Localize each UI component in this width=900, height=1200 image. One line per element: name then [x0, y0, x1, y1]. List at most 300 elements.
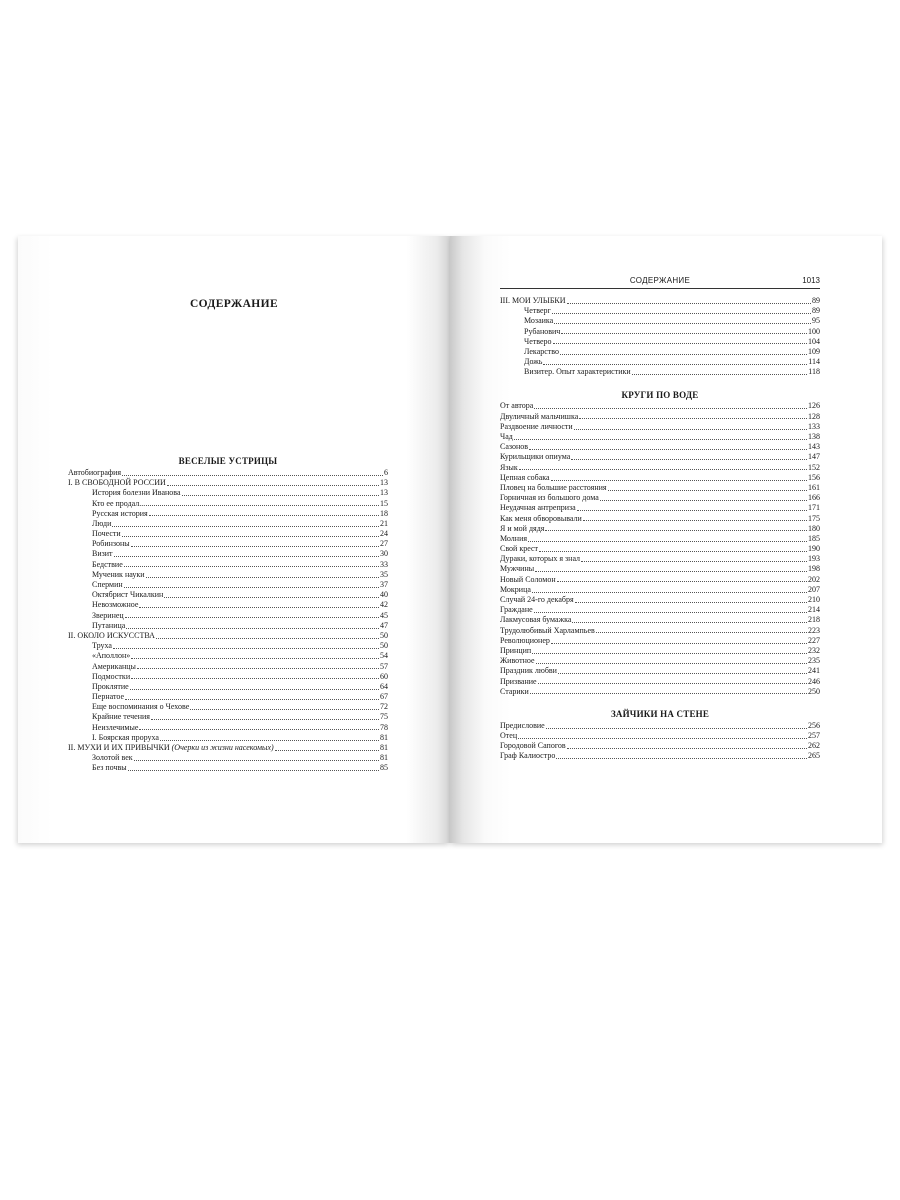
toc-entry-title: Бедствие [92, 559, 123, 569]
toc-entry-title: Четверг [524, 306, 551, 316]
toc-entry [68, 529, 388, 539]
toc-entry [68, 702, 388, 712]
toc-leader-dots [558, 673, 807, 674]
toc-entry-title: Без почвы [92, 763, 127, 773]
toc-entry [500, 554, 820, 564]
toc-entry-title: Неудачная антреприза [500, 503, 576, 513]
toc-entry-page: 232 [808, 645, 820, 655]
toc-entry-page: 161 [808, 482, 820, 492]
toc-entry [500, 316, 820, 326]
toc-entry [500, 473, 820, 483]
toc-entry [500, 337, 820, 347]
toc-leader-dots [575, 602, 807, 603]
toc-entry-page: 81 [380, 743, 388, 753]
toc-entry-title: Я и мой дядя [500, 523, 545, 533]
toc-entry-title: От автора [500, 401, 534, 411]
left-page [18, 236, 450, 843]
toc-entry [68, 621, 388, 631]
toc-entry-page: 175 [808, 513, 820, 523]
toc-entry-page: 24 [380, 529, 388, 539]
toc-entry-title: Мозаика [524, 316, 554, 326]
toc-leader-dots [556, 758, 807, 759]
page-number: 1013 [802, 276, 820, 285]
toc-list [500, 721, 820, 762]
toc-leader-dots [114, 556, 379, 557]
toc-entry-page: 156 [808, 472, 820, 482]
toc-entry-title: Зверинец [92, 610, 124, 620]
toc-entry-page: 100 [808, 326, 820, 336]
toc-entry-title: Люди [92, 518, 112, 528]
toc-entry-title: Принцип [500, 645, 532, 655]
toc-entry-title: Робинзоны [92, 539, 130, 549]
toc-entry [68, 753, 388, 763]
toc-leader-dots [125, 699, 379, 700]
toc-entry [500, 585, 820, 595]
toc-leader-dots [130, 689, 379, 690]
toc-entry-page: 35 [380, 569, 388, 579]
page-title: СОДЕРЖАНИЕ [189, 298, 279, 310]
toc-entry-title: «Аполлон» [92, 651, 131, 661]
toc-entry-title: Отец [500, 731, 518, 741]
toc-entry [68, 672, 388, 682]
toc-entry-title: II. МУХИ И ИХ ПРИВЫЧКИ (Очерки из жизни насекомых) [68, 743, 274, 753]
toc-entry-page: 75 [380, 712, 388, 722]
toc-entry [500, 575, 820, 585]
toc-leader-dots [519, 469, 807, 470]
toc-entry-page: 42 [380, 600, 388, 610]
toc-entry-page: 193 [808, 554, 820, 564]
toc-entry-page: 190 [808, 544, 820, 554]
toc-entry-page: 128 [808, 411, 820, 421]
toc-entry-title: Проклятие [92, 681, 129, 691]
toc-leader-dots [545, 530, 807, 531]
toc-leader-dots [579, 418, 807, 419]
toc-entry [68, 723, 388, 733]
toc-leader-dots [122, 536, 379, 537]
toc-entry-title: Случай 24-го декабря [500, 595, 574, 605]
toc-entry-page: 133 [808, 421, 820, 431]
toc-entry-page: 210 [808, 595, 820, 605]
toc-leader-dots [572, 622, 807, 623]
toc-entry [500, 483, 820, 493]
toc-entry-page: 50 [380, 630, 388, 640]
toc-leader-dots [596, 632, 807, 633]
toc-entry [500, 687, 820, 697]
toc-entry [500, 636, 820, 646]
toc-entry-title: Молния [500, 533, 528, 543]
toc-entry [500, 463, 820, 473]
toc-entry-title: Свой крест [500, 544, 539, 554]
toc-entry-title: Дожь [524, 357, 543, 367]
toc-leader-dots [532, 592, 807, 593]
toc-entry [68, 763, 388, 773]
toc-entry-title: Русская история [92, 508, 148, 518]
toc-leader-dots [146, 505, 379, 506]
toc-leader-dots [131, 658, 379, 659]
toc-entry-title: Кто ее продал... [92, 498, 146, 508]
toc-entry [68, 641, 388, 651]
toc-entry [500, 493, 820, 503]
toc-left [68, 454, 388, 774]
toc-entry [68, 478, 388, 488]
toc-entry-title: Революционер [500, 635, 550, 645]
toc-entry [500, 741, 820, 751]
toc-entry-page: 54 [380, 651, 388, 661]
toc-entry-page: 126 [808, 401, 820, 411]
toc-entry [500, 357, 820, 367]
toc-entry-title: Цепная собака [500, 472, 550, 482]
toc-entry [500, 412, 820, 422]
toc-entry [500, 731, 820, 741]
toc-entry-title: Старики [500, 686, 529, 696]
toc-entry-title: Автобиография [68, 467, 122, 477]
toc-entry-page: 33 [380, 559, 388, 569]
toc-entry-title: Пловец на большие расстояния [500, 482, 607, 492]
toc-leader-dots [514, 439, 807, 440]
toc-entry [68, 611, 388, 621]
toc-entry-title: Четверо [524, 336, 552, 346]
toc-entry-title: Животное [500, 656, 535, 666]
toc-entry [68, 539, 388, 549]
toc-leader-dots [600, 500, 807, 501]
toc-entry-page: 18 [380, 508, 388, 518]
toc-entry [68, 590, 388, 600]
toc-entry-page: 15 [380, 498, 388, 508]
toc-entry-title: Мокрица [500, 584, 531, 594]
toc-entry-title: Как меня обворовывали [500, 513, 582, 523]
toc-entry-page: 143 [808, 442, 820, 452]
toc-entry-page: 13 [380, 488, 388, 498]
toc-entry-page: 57 [380, 661, 388, 671]
toc-leader-dots [539, 551, 807, 552]
toc-leader-dots [536, 663, 808, 664]
toc-entry-title: Труха [92, 641, 112, 651]
toc-leader-dots [167, 485, 379, 486]
toc-entry [68, 509, 388, 519]
toc-leader-dots [535, 571, 807, 572]
toc-leader-dots [151, 719, 379, 720]
toc-entry-page: 262 [808, 741, 820, 751]
toc-entry-page: 218 [808, 615, 820, 625]
toc-leader-dots [125, 617, 379, 618]
toc-entry-title: Крайние течения [92, 712, 150, 722]
book-spread [18, 236, 882, 843]
toc-leader-dots [124, 566, 379, 567]
toc-entry-page: 138 [808, 432, 820, 442]
toc-entry-page: 64 [380, 681, 388, 691]
section-title: ВЕСЕЛЫЕ УСТРИЦЫ [178, 456, 278, 466]
toc-leader-dots [275, 750, 379, 751]
toc-entry-page: 257 [808, 731, 820, 741]
toc-entry-title: Граждане [500, 605, 533, 615]
toc-leader-dots [139, 607, 379, 608]
toc-leader-dots [160, 740, 379, 741]
toc-entry-title: Невозможное [92, 600, 139, 610]
toc-entry-title: Пернатое [92, 692, 124, 702]
toc-leader-dots [551, 643, 807, 644]
toc-entry [68, 519, 388, 529]
toc-entry-title: I. Боярская проруха [92, 732, 159, 742]
toc-entry-page: 89 [812, 306, 820, 316]
toc-leader-dots [122, 475, 383, 476]
toc-entry-page: 89 [812, 295, 820, 305]
toc-entry [500, 514, 820, 524]
toc-entry-page: 78 [380, 722, 388, 732]
toc-entry [68, 682, 388, 692]
toc-entry-title: История болезни Иванова [92, 488, 181, 498]
toc-entry-page: 166 [808, 493, 820, 503]
toc-leader-dots [532, 653, 807, 654]
toc-entry [500, 296, 820, 306]
toc-entry [500, 646, 820, 656]
toc-leader-dots [543, 364, 807, 365]
toc-leader-dots [146, 577, 379, 578]
toc-entry [500, 666, 820, 676]
toc-entry-title: Путаница [92, 620, 126, 630]
toc-entry [500, 677, 820, 687]
toc-leader-dots [518, 738, 807, 739]
toc-entry-page: 21 [380, 518, 388, 528]
toc-entry-page: 147 [808, 452, 820, 462]
toc-entry-title: Почести [92, 529, 121, 539]
toc-entry [68, 662, 388, 672]
toc-entry-page: 235 [808, 656, 820, 666]
running-head [500, 276, 820, 289]
toc-leader-dots [128, 770, 379, 771]
toc-entry [68, 550, 388, 560]
toc-entry [68, 743, 388, 753]
toc-entry-page: 6 [384, 467, 388, 477]
toc-entry-page: 202 [808, 574, 820, 584]
toc-entry [500, 452, 820, 462]
toc-entry-title: Новый Соломон [500, 574, 556, 584]
toc-entry-page: 256 [808, 720, 820, 730]
toc-entry [68, 580, 388, 590]
toc-leader-dots [137, 668, 379, 669]
toc-entry-title: Двуличный мальчишка [500, 411, 579, 421]
toc-entry [68, 499, 388, 509]
toc-leader-dots [538, 683, 807, 684]
toc-entry [500, 442, 820, 452]
toc-entry-title: Рубанович [524, 326, 561, 336]
toc-entry-title: Лекарство [524, 346, 560, 356]
toc-entry-page: 198 [808, 564, 820, 574]
toc-leader-dots [528, 541, 807, 542]
toc-list [500, 296, 820, 378]
toc-entry-title: Предисловие [500, 720, 545, 730]
toc-entry [500, 544, 820, 554]
toc-leader-dots [560, 354, 807, 355]
toc-leader-dots [534, 612, 807, 613]
toc-entry [500, 534, 820, 544]
toc-entry-page: 95 [812, 316, 820, 326]
toc-entry-page: 104 [808, 336, 820, 346]
toc-entry-page: 40 [380, 590, 388, 600]
toc-entry-title: III. МОИ УЛЫБКИ [500, 295, 566, 305]
toc-entry-page: 81 [380, 753, 388, 763]
toc-leader-dots [131, 546, 379, 547]
toc-entry-title: Трудолюбивый Харлампьев [500, 625, 595, 635]
toc-entry-page: 223 [808, 625, 820, 635]
toc-leader-dots [554, 323, 811, 324]
toc-entry [68, 713, 388, 723]
toc-entry-title: Граф Калиостро [500, 751, 556, 761]
toc-entry [500, 595, 820, 605]
toc-entry-title: Курильщики опиума [500, 452, 571, 462]
toc-entry-title: Мученик науки [92, 569, 145, 579]
toc-entry-page: 152 [808, 462, 820, 472]
toc-right [500, 296, 820, 762]
toc-entry [500, 605, 820, 615]
toc-entry-page: 72 [380, 702, 388, 712]
toc-entry [68, 692, 388, 702]
toc-leader-dots [134, 760, 379, 761]
toc-leader-dots [113, 648, 379, 649]
toc-entry-title: Спермин [92, 580, 123, 590]
toc-entry-subtitle: (Очерки из жизни насекомых) [171, 743, 274, 753]
toc-entry [500, 656, 820, 666]
toc-entry [500, 367, 820, 377]
toc-entry [68, 488, 388, 498]
toc-entry-page: 50 [380, 641, 388, 651]
toc-entry [68, 600, 388, 610]
toc-entry-page: 47 [380, 620, 388, 630]
toc-entry-page: 246 [808, 676, 820, 686]
toc-entry [500, 347, 820, 357]
toc-entry-page: 180 [808, 523, 820, 533]
toc-leader-dots [561, 333, 807, 334]
toc-entry-page: 185 [808, 533, 820, 543]
toc-leader-dots [551, 480, 807, 481]
toc-leader-dots [534, 408, 807, 409]
toc-entry-page: 109 [808, 346, 820, 356]
toc-entry-page: 85 [380, 763, 388, 773]
toc-entry-title: Визит [92, 549, 113, 559]
toc-entry [68, 560, 388, 570]
toc-entry [500, 524, 820, 534]
section-title: ЗАЙЧИКИ НА СТЕНЕ [610, 708, 710, 719]
toc-entry-title: I. В СВОБОДНОЙ РОССИИ [68, 478, 166, 488]
toc-entry [500, 615, 820, 625]
toc-entry-page: 67 [380, 692, 388, 702]
toc-leader-dots [112, 526, 379, 527]
toc-entry [68, 570, 388, 580]
toc-entry [500, 565, 820, 575]
toc-entry [500, 503, 820, 513]
toc-entry-title: Сазонов [500, 442, 529, 452]
toc-leader-dots [546, 728, 807, 729]
toc-leader-dots [530, 693, 807, 694]
toc-leader-dots [583, 520, 807, 521]
toc-leader-dots [164, 597, 379, 598]
running-head-title: СОДЕРЖАНИЕ [629, 276, 691, 285]
toc-entry-title: Городовой Сапогов [500, 741, 566, 751]
toc-entry-page: 118 [808, 367, 820, 377]
toc-entry-title: Чад [500, 432, 513, 442]
toc-entry-page: 265 [808, 751, 820, 761]
toc-leader-dots [139, 729, 379, 730]
toc-list [500, 402, 820, 697]
toc-entry-title: Подмостки [92, 671, 131, 681]
right-page [450, 236, 882, 843]
toc-leader-dots [124, 587, 379, 588]
toc-entry-page: 241 [808, 666, 820, 676]
toc-entry [500, 402, 820, 412]
toc-entry-title: Визитер. Опыт характеристики [524, 367, 631, 377]
toc-entry-page: 171 [808, 503, 820, 513]
toc-entry-page: 227 [808, 635, 820, 645]
toc-leader-dots [126, 628, 379, 629]
toc-entry-page: 45 [380, 610, 388, 620]
toc-leader-dots [182, 495, 379, 496]
toc-entry [500, 721, 820, 731]
toc-leader-dots [149, 515, 379, 516]
toc-entry-page: 250 [808, 686, 820, 696]
toc-entry-title: II. ОКОЛО ИСКУССТВА [68, 630, 155, 640]
toc-leader-dots [567, 303, 811, 304]
toc-entry-page: 207 [808, 584, 820, 594]
toc-entry-title: Золотой век [92, 753, 133, 763]
toc-leader-dots [190, 709, 379, 710]
toc-entry-title: Американцы [92, 661, 136, 671]
toc-entry-page: 114 [808, 357, 820, 367]
toc-entry-page: 214 [808, 605, 820, 615]
toc-leader-dots [552, 313, 811, 314]
toc-list [68, 468, 388, 774]
toc-entry [500, 752, 820, 762]
toc-entry-page: 37 [380, 580, 388, 590]
toc-leader-dots [608, 490, 807, 491]
toc-entry [68, 651, 388, 661]
toc-entry [68, 733, 388, 743]
toc-entry-page: 81 [380, 732, 388, 742]
toc-entry-page: 60 [380, 671, 388, 681]
toc-entry [500, 306, 820, 316]
toc-entry [500, 422, 820, 432]
toc-leader-dots [156, 638, 379, 639]
toc-leader-dots [567, 748, 807, 749]
toc-entry-title: Лакмусовая бумажка [500, 615, 572, 625]
toc-leader-dots [571, 459, 807, 460]
toc-leader-dots [577, 510, 807, 511]
toc-entry [500, 327, 820, 337]
toc-entry [500, 626, 820, 636]
toc-entry-title: Горничная из большого дома [500, 493, 599, 503]
toc-leader-dots [557, 581, 807, 582]
toc-leader-dots [574, 429, 807, 430]
toc-entry-title: Язык [500, 462, 518, 472]
toc-leader-dots [581, 561, 807, 562]
toc-entry-title: Раздвоение личности [500, 421, 573, 431]
toc-entry-title: Дураки, которых я знал [500, 554, 581, 564]
toc-entry-page: 30 [380, 549, 388, 559]
toc-leader-dots [553, 343, 807, 344]
toc-leader-dots [131, 678, 379, 679]
toc-entry-page: 27 [380, 539, 388, 549]
toc-entry-title: Октябрист Чикалкин [92, 590, 164, 600]
toc-entry [68, 468, 388, 478]
toc-leader-dots [529, 449, 807, 450]
toc-entry-page: 13 [380, 478, 388, 488]
toc-leader-dots [632, 374, 808, 375]
toc-entry-title: Мужчины [500, 564, 535, 574]
toc-entry-title: Неизлечимые [92, 722, 139, 732]
toc-entry-title: Праздник любви [500, 666, 557, 676]
toc-entry-title: Еще воспоминания о Чехове [92, 702, 190, 712]
section-title: КРУГИ ПО ВОДЕ [621, 389, 699, 400]
toc-entry [68, 631, 388, 641]
toc-entry-title: Призвание [500, 676, 537, 686]
